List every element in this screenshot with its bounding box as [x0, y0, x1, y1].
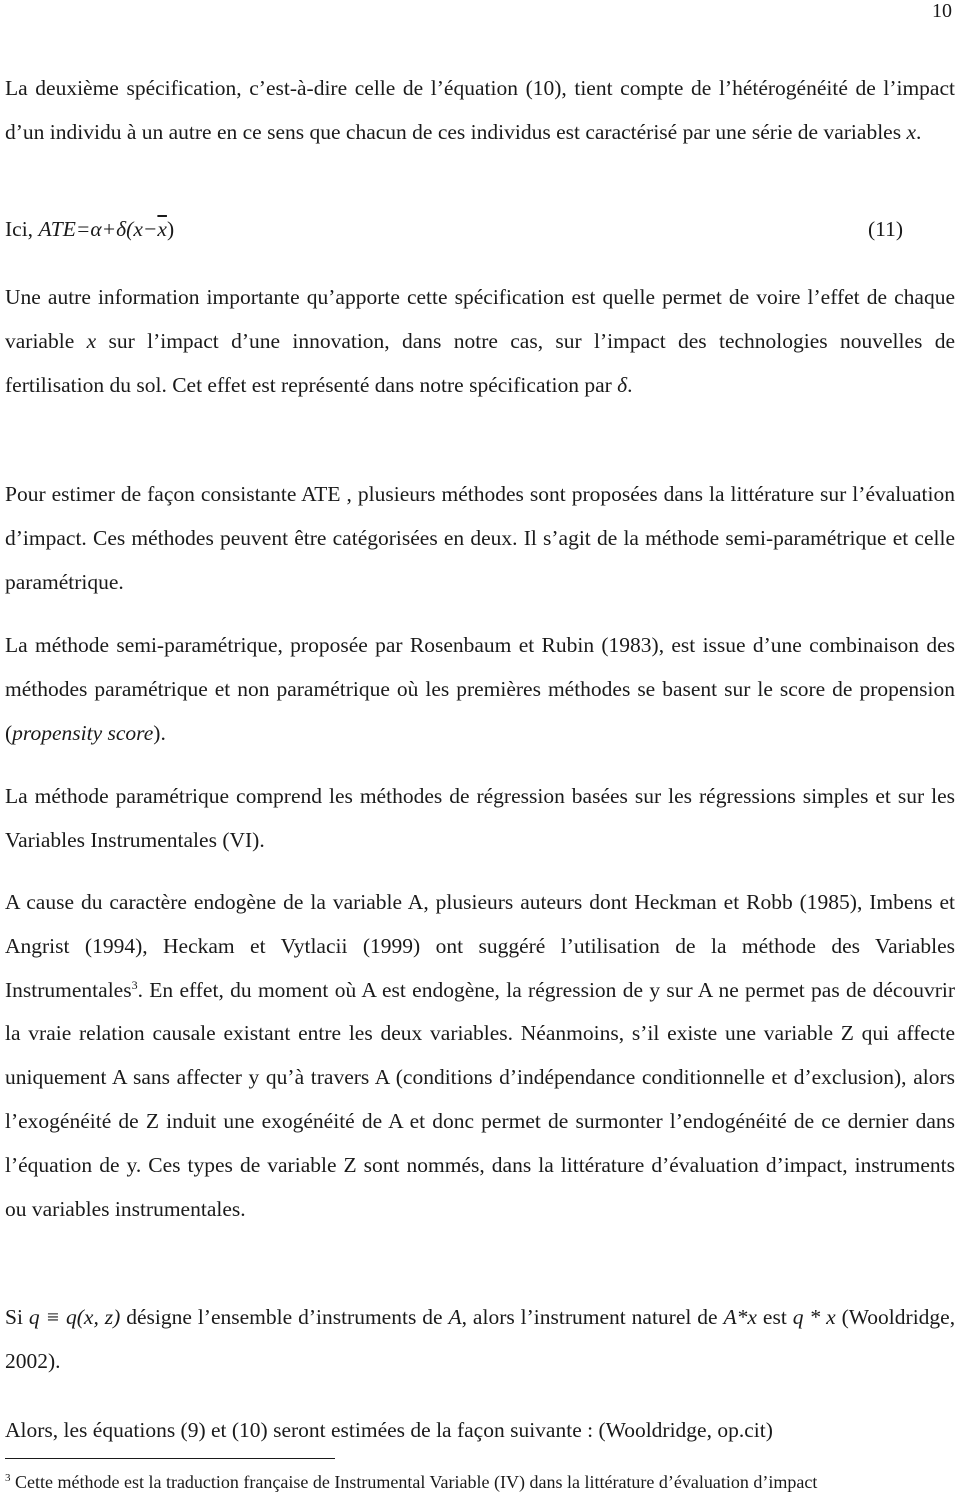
eq-body-b: ) — [166, 217, 175, 241]
p1-end: . — [916, 119, 922, 144]
p2-variable: x — [86, 328, 97, 353]
p3-text: Pour estimer de façon consistante ATE , plusieurs méthodes sont proposées dans la littérature sur l’évaluation d’impact. Ces méthodes peuvent être catégorisées en deux. Il s’agit de la méthode semi-paramétrique et celle paramétrique. — [5, 482, 955, 594]
p6-text-a: A cause du caractère endogène de la variable A, plusieurs auteurs dont Heckman et Robb (1985), Imbens et Angrist (1994), Heckam et Vytlacii (1999) ont suggéré l’utilisation de la méthode des Variables Instrumentales — [5, 890, 955, 1002]
p6-text-b: . En effet, du moment où A est endogène, la régression de y sur A ne permet pas de découvrir la vraie relation causale existant entre les deux variables. Néanmoins, s’il existe une variable Z qui affecte uniquement A sans affecter y qu’à travers A (conditions d’indépendance conditionnelle et d’exclusion), alors l’exogénéité de Z induit une exogénéité de A et donc permet de surmonter l’endogénéité de ce dernier dans l’équation de y. Ces types de variable Z sont nommés, dans la littérature d’évaluation d’impact, instruments ou variables instrumentales. — [5, 977, 955, 1221]
p7-text-c: est — [762, 1305, 787, 1329]
footnote-ref: 3 — [131, 977, 138, 992]
p5-text: La méthode paramétrique comprend les méthodes de régression basées sur les régressions simples et sur les Variables Instrumentales (VI). — [5, 784, 955, 852]
paragraph-2 — [5, 276, 955, 407]
p4-text-a: La méthode semi-paramétrique, proposée par Rosenbaum et Rubin (1983), est issue d’une combinaison des méthodes paramétrique et non paramétrique où les premières méthodes se basent sur le score de propension ( — [5, 633, 955, 745]
equation-11 — [5, 209, 955, 249]
p2-text-b: sur l’impact d’une innovation, dans notre cas, sur l’impact des technologies nouvelles de fertilisation du sol. Cet effet est représenté dans notre spécification par — [5, 328, 956, 397]
eq-body-a: =α+δ(x− — [75, 217, 158, 241]
p7-text-b: , alors l’instrument naturel de — [461, 1305, 718, 1329]
p4-text-b: ). — [153, 720, 166, 745]
p7-math-A: A — [448, 1305, 462, 1329]
p7-si: Si — [5, 1305, 23, 1329]
eq-prefix: Ici, — [5, 217, 34, 241]
p1-text: La deuxième spécification, c’est-à-dire celle de l’équation (10), tient compte de l’hétérogénéité de l’impact d’un individu à un autre en ce sens que chacun de ces individus est caractérisé par une série de variables — [5, 76, 955, 144]
p7-math-Ax: A*x — [723, 1305, 757, 1329]
eq-body-bar: $\overline{x}$ — [157, 217, 167, 241]
p8-text: Alors, les équations (9) et (10) seront estimées de la façon suivante : (Wooldridge, op.cit) — [5, 1418, 773, 1442]
paragraph-5 — [5, 775, 955, 863]
paragraph-3 — [5, 473, 955, 604]
p7-text-a: désigne l’ensemble d’instruments de — [126, 1305, 443, 1329]
paragraph-6 — [5, 881, 955, 1231]
p2-delta: δ — [617, 372, 628, 397]
page-number: 10 — [932, 0, 952, 22]
footnote-text: Cette méthode est la traduction française de Instrumental Variable (IV) dans la littérature d’évaluation d’impact — [15, 1472, 818, 1492]
eq-lhs: ATE — [38, 217, 76, 241]
paragraph-4 — [5, 624, 955, 755]
footnote-rule — [5, 1458, 335, 1459]
p7-text-d: (Wooldridge, 2002). — [5, 1305, 956, 1373]
paragraph-1 — [5, 67, 955, 155]
p7-math-qx: q * x — [792, 1305, 836, 1329]
equation-number: (11) — [867, 217, 903, 241]
paragraph-8 — [5, 1409, 955, 1453]
footnote — [5, 1470, 955, 1494]
p2-end: . — [627, 372, 633, 397]
p7-math-q: q ≡ q(x, z) — [28, 1305, 121, 1329]
paragraph-7 — [5, 1296, 955, 1384]
footnote-marker: 3 — [5, 1472, 11, 1484]
p4-italic: propensity score — [12, 720, 154, 745]
p2-text-a: Une autre information importante qu’apporte cette spécification est quelle permet de voire l’effet de chaque variable — [5, 285, 955, 353]
p1-variable: x — [906, 119, 916, 144]
